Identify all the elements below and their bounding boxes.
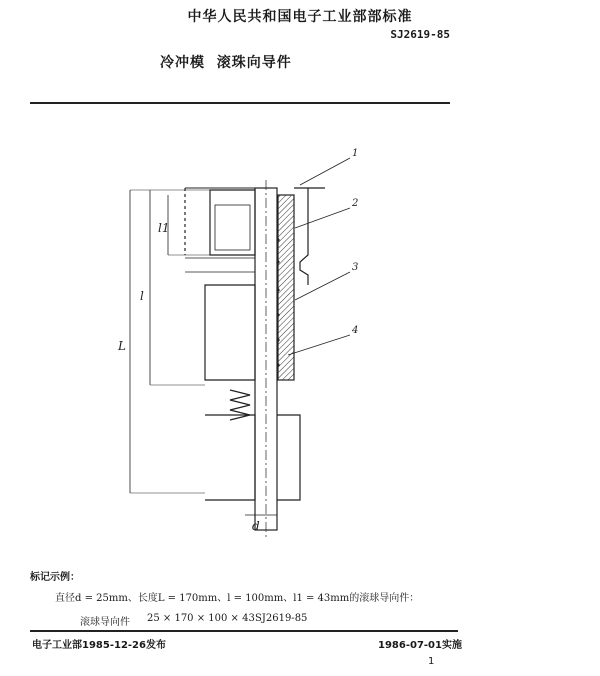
part-label-2: 2 [352, 198, 359, 209]
example-label: 标记示例： [30, 572, 80, 583]
example-code-name: 滚球导向件 [80, 617, 130, 628]
upper-bushing-inner [215, 205, 250, 250]
leader-3 [295, 272, 350, 300]
dim-label-d: d [252, 519, 260, 533]
part-label-4: 4 [352, 325, 359, 336]
leader-2 [295, 208, 350, 228]
dim-label-l: l [140, 289, 144, 303]
upper-bushing [210, 190, 255, 255]
leader-1 [300, 158, 350, 185]
standard-title: 中华人民共和国电子工业部部标准 [187, 9, 413, 25]
ball-cage [278, 195, 294, 380]
part-label-3: 3 [352, 262, 359, 273]
example-code-dims: 25 × 170 × 100 × 43 [147, 613, 255, 624]
dim-label-l1: l1 [158, 221, 170, 235]
lower-base-left [205, 415, 255, 500]
outer-bushing [294, 188, 308, 285]
bottom-rule [30, 630, 458, 632]
example-description: 直径d = 25mm、长度L = 170mm、l = 100mm、l1 = 43mm的滚球导向件： [55, 593, 420, 604]
dim-label-L: L [118, 339, 126, 353]
implemented-date: 1986-07-01实施 [378, 640, 462, 651]
example-code-std: SJ2619-85 [255, 613, 308, 624]
lower-base-right [277, 415, 300, 500]
title-part-2: 滚珠向导件 [216, 55, 292, 71]
upper-plate-bottom [185, 258, 255, 272]
title-part-1: 冷冲模 [160, 55, 205, 71]
page-number: 1 [428, 656, 435, 667]
leader-4 [288, 335, 350, 355]
part-label-1: 1 [352, 148, 359, 159]
standard-code: SJ2619-85 [390, 28, 450, 41]
middle-sleeve [205, 285, 255, 380]
published-date: 电子工业部1985-12-26发布 [32, 640, 166, 651]
